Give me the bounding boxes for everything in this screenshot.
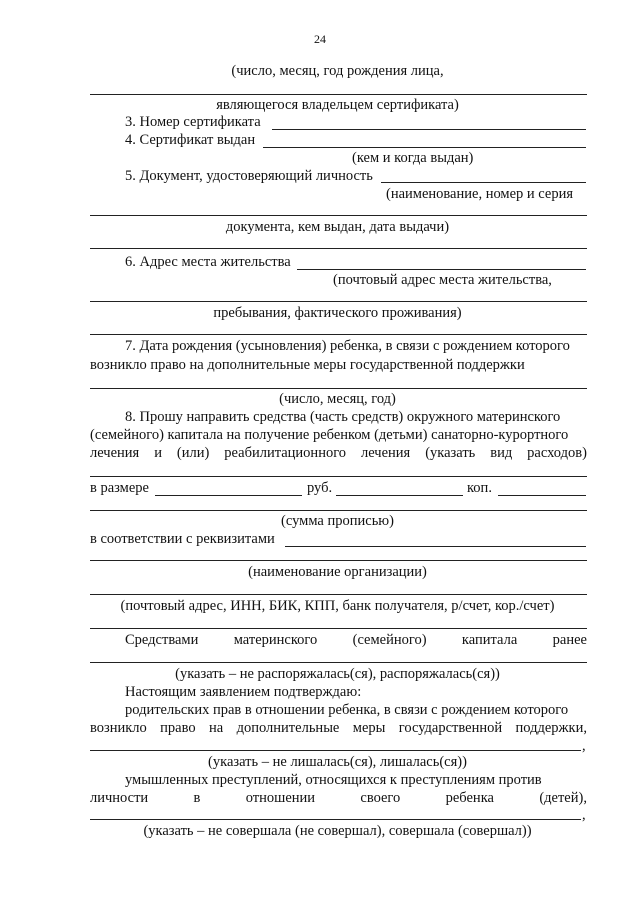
amount-words-field[interactable] [90,510,587,511]
certificate-issued-label: 4. Сертификат выдан [125,132,256,148]
word: ребенка [445,790,494,806]
residence-address-line-2[interactable] [90,301,587,302]
identity-document-hint: (наименование, номер и серия [386,186,574,202]
word: капитала [461,632,518,648]
owner-hint: являющегося владельцем сертификата) [216,97,459,113]
word: отношении [245,790,316,806]
word: своего [360,790,401,806]
amount-label: в размере [90,480,149,496]
word: расходов) [527,445,587,461]
word: право [160,720,196,736]
word: в [193,790,201,806]
amount-kop-value-field[interactable] [498,495,586,496]
amount-kop-field[interactable] [336,495,463,496]
residence-address-field[interactable] [297,269,586,270]
parental-rights-text-1: родительских прав в отношении ребенка, в связи с рождением которого [125,702,569,718]
expense-type-field[interactable] [90,476,587,477]
funds-disposal-field[interactable] [90,662,587,663]
bank-details-field[interactable] [90,594,587,595]
residence-address-hint: (почтовый адрес места жительства, [333,272,552,288]
identity-document-label: 5. Документ, удостоверяющий личность [125,168,373,184]
birthdate-line[interactable] [90,94,587,95]
parental-rights-hint: (указать – не лишалась(ся), лишалась(ся)) [208,754,467,770]
certificate-number-label: 3. Номер сертификата [125,114,261,130]
word: лечения [90,445,140,461]
certificate-issued-hint: (кем и когда выдан) [352,150,474,166]
crimes-hint: (указать – не совершала (не совершал), совершала (совершал)) [143,823,532,839]
identity-document-line-2[interactable] [90,215,587,216]
word: и [154,445,162,461]
crimes-text-1: умышленных преступлений, относящихся к преступлениям против [125,772,542,788]
word: дополнительные [236,720,340,736]
funds-disposal-hint: (указать – не распоряжалась(ся), распоряжалась(ся)) [175,666,500,682]
amount-rub-field[interactable] [155,495,302,496]
word: (или) [176,445,210,461]
word: государственной [398,720,503,736]
request-text-2: (семейного) капитала на получение ребенком (детьми) санаторно-курортного [90,427,569,443]
bank-details-line-2[interactable] [90,628,587,629]
word: возникло [90,720,147,736]
page-number: 24 [314,32,326,46]
word: ранее [552,632,587,648]
identity-document-line-3[interactable] [90,248,587,249]
word: (детей), [539,790,587,806]
request-text-3 [90,444,587,462]
crimes-field[interactable] [90,819,581,820]
bank-details-hint: (почтовый адрес, ИНН, БИК, КПП, банк получателя, р/счет, кор./счет) [120,598,555,614]
request-text-1: 8. Прошу направить средства (часть средств) окружного материнского [125,409,561,425]
crimes-comma: , [582,807,586,823]
identity-document-field[interactable] [381,182,586,183]
rub-label: руб. [307,480,333,496]
word: реабилитационного [224,445,347,461]
residence-address-label: 6. Адрес места жительства [125,254,291,270]
kop-label: коп. [467,480,492,496]
word: материнского [233,632,318,648]
residence-address-hint-2: пребывания, фактического проживания) [213,305,462,321]
word: личности [90,790,149,806]
certificate-issued-field[interactable] [263,147,586,148]
identity-document-hint-2: документа, кем выдан, дата выдачи) [225,219,450,235]
word: Средствами [125,632,199,648]
parental-rights-comma: , [582,738,586,754]
child-birthdate-label-2: возникло право на дополнительные меры государственной поддержки [90,357,525,373]
word: вид [490,445,513,461]
parental-rights-field[interactable] [90,750,581,751]
word: на [209,720,224,736]
child-birthdate-field[interactable] [90,388,587,389]
requisites-field[interactable] [285,546,586,547]
requisites-label: в соответствии с реквизитами [90,531,275,547]
certificate-number-field[interactable] [272,129,586,130]
amount-words-hint: (сумма прописью) [281,513,394,529]
word: меры [352,720,386,736]
residence-address-line-3[interactable] [90,334,587,335]
word: (семейного) [352,632,427,648]
word: (указать [425,445,476,461]
crimes-text-2 [90,789,587,807]
funds-text [125,631,587,649]
birthdate-hint: (число, месяц, год рождения лица, [231,63,444,79]
word: поддержки, [515,720,587,736]
confirm-label: Настоящим заявлением подтверждаю: [125,684,362,700]
word: лечения [361,445,411,461]
organization-hint: (наименование организации) [248,564,427,580]
child-birthdate-label: 7. Дата рождения (усыновления) ребенка, в связи с рождением которого [125,338,570,354]
parental-rights-text-2 [90,719,587,737]
child-birthdate-hint: (число, месяц, год) [279,391,396,407]
organization-field[interactable] [90,560,587,561]
